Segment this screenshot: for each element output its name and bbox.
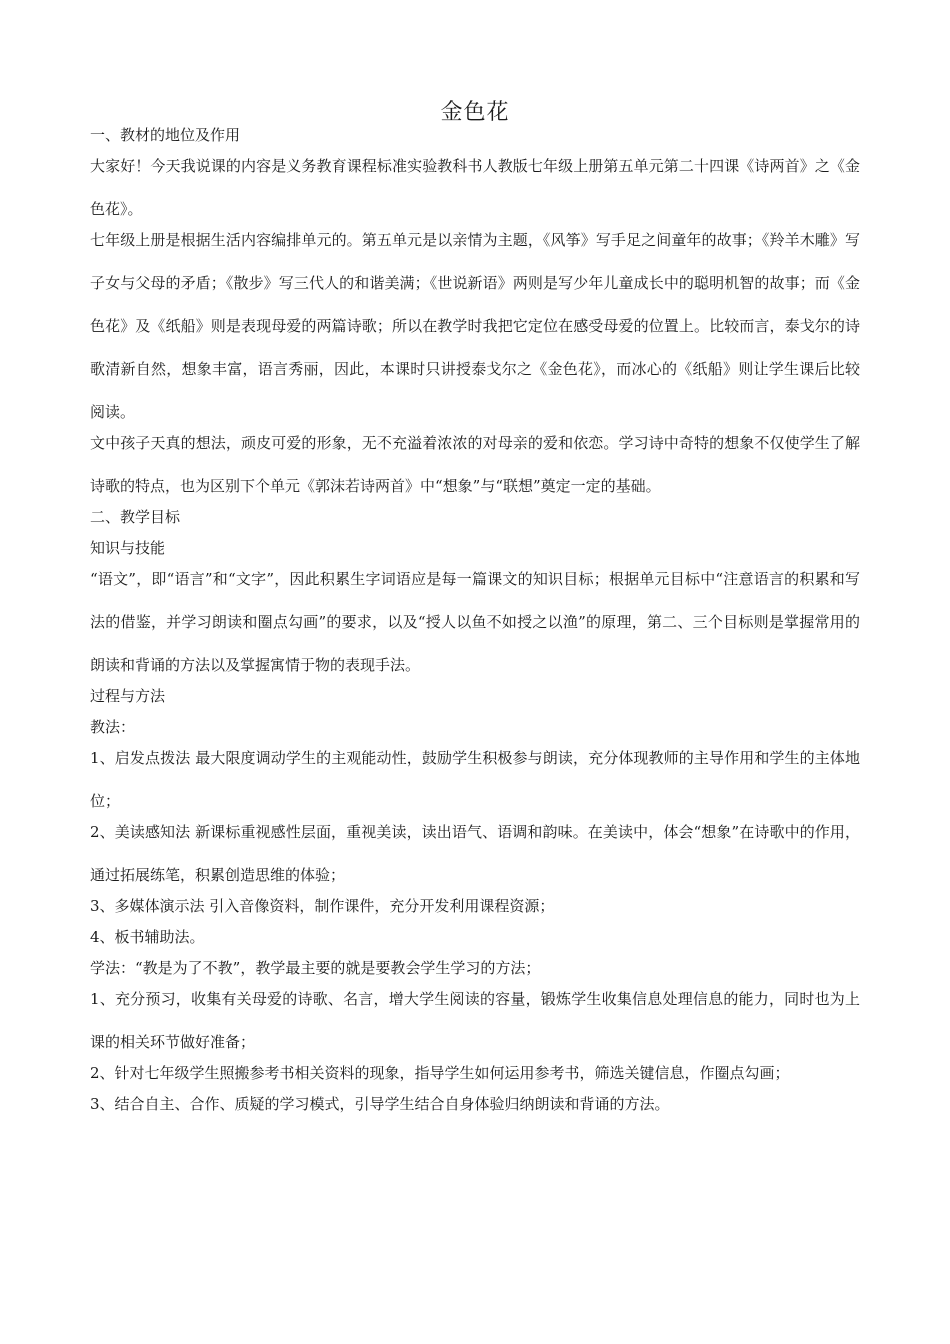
document-title: 金色花: [440, 100, 510, 125]
document-body: [90, 126, 860, 1126]
paragraph: 七年级上册是根据生活内容编排单元的。第五单元是以亲情为主题，《风筝》写手足之间童年的故事；《羚羊木雕》写子女与父母的矛盾；《散步》写三代人的和谐美满；《世说新语》两则是写少年儿童成长中的聪明机智的故事；而《金色花》及《纸船》则是表现母爱的两篇诗歌；所以在教学时我把它定位在感受母爱的位置上。比较而言，泰戈尔的诗歌清新自然，想象丰富，语言秀丽，因此，本课时只讲授泰戈尔之《金色花》，而冰心的《纸船》则让学生课后比较阅读。: [90, 231, 860, 421]
paragraph: 大家好！今天我说课的内容是义务教育课程标准实验教科书人教版七年级上册第五单元第二十四课《诗两首》之《金色花》。: [90, 157, 860, 218]
subsection-heading: 学法：“教是为了不教”，教学最主要的就是要教会学生学习的方法；: [90, 959, 541, 977]
list-item: 1、启发点拨法 最大限度调动学生的主观能动性，鼓励学生积极参与朗读，充分体现教师的主导作用和学生的主体地位；: [90, 749, 860, 810]
section-heading: 一、教材的地位及作用: [90, 126, 241, 144]
list-item: 4、板书辅助法。: [90, 928, 205, 946]
subsection-heading: 过程与方法: [90, 687, 166, 705]
paragraph: “语文”，即“语言”和“文字”，因此积累生字词语应是每一篇课文的知识目标；根据单元目标中“注意语言的积累和写法的借鉴，并学习朗读和圈点勾画”的要求，以及“授人以鱼不如授之以渔”的原理，第二、三个目标则是掌握常用的朗读和背诵的方法以及掌握寓情于物的表现手法。: [90, 570, 860, 674]
subsection-heading: 知识与技能: [90, 539, 166, 557]
list-item: 3、多媒体演示法 引入音像资料，制作课件，充分开发利用课程资源；: [90, 897, 555, 915]
subsection-heading: 教法：: [90, 718, 136, 736]
section-heading: 二、教学目标: [90, 508, 181, 526]
list-item: 1、充分预习，收集有关母爱的诗歌、名言，增大学生阅读的容量，锻炼学生收集信息处理信息的能力，同时也为上课的相关环节做好准备；: [90, 990, 860, 1051]
list-item: 2、针对七年级学生照搬参考书相关资料的现象，指导学生如何运用参考书，筛选关键信息，作圈点勾画；: [90, 1064, 790, 1082]
list-item: 3、结合自主、合作、质疑的学习模式，引导学生结合自身体验归纳朗读和背诵的方法。: [90, 1095, 670, 1113]
paragraph: 文中孩子天真的想法，顽皮可爱的形象，无不充溢着浓浓的对母亲的爱和依恋。学习诗中奇特的想象不仅使学生了解诗歌的特点，也为区别下个单元《郭沫若诗两首》中“想象”与“联想”奠定一定的基础。: [90, 434, 860, 495]
list-item: 2、美读感知法 新课标重视感性层面，重视美读，读出语气、语调和韵味。在美读中，体会“想象”在诗歌中的作用，通过拓展练笔，积累创造思维的体验；: [90, 823, 860, 884]
